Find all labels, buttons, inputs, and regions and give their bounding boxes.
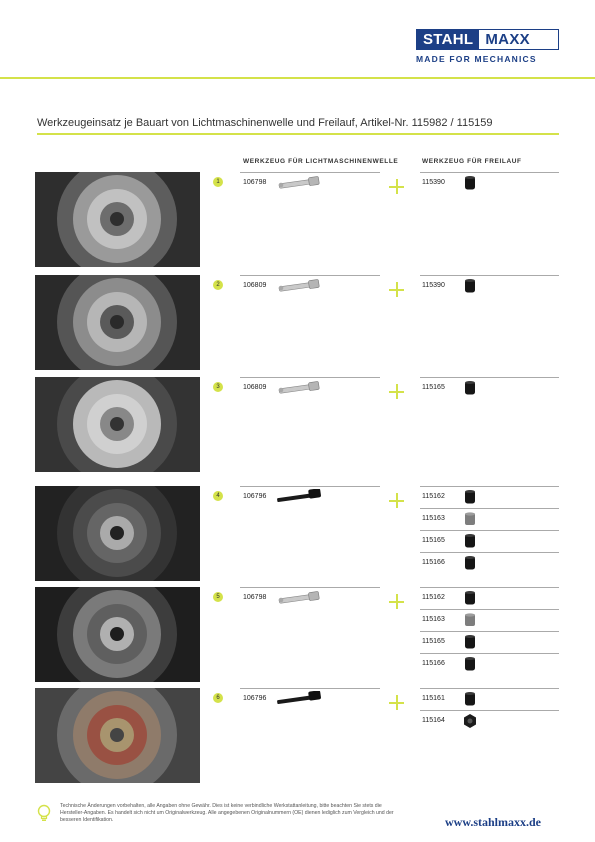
freewheel-tool-number: 115162 [422, 493, 445, 500]
row-number-badge: 2 [213, 280, 223, 290]
logo-box [416, 29, 559, 50]
plus-icon [389, 594, 404, 609]
plus-icon [389, 695, 404, 710]
alternator-photo [35, 172, 200, 267]
logo-word-stahl: STAHL [417, 30, 479, 49]
alternator-photo [35, 377, 200, 472]
freewheel-row-divider [420, 631, 559, 632]
socket-icon [463, 590, 477, 611]
hex-bit-icon [275, 590, 325, 611]
hex-bit-icon [275, 175, 325, 196]
freewheel-tool-number: 115163 [422, 515, 445, 522]
socket-icon [463, 489, 477, 510]
grey-socket-icon [463, 612, 477, 633]
row-number-badge: 5 [213, 592, 223, 602]
grey-socket-icon [463, 511, 477, 532]
socket-icon [463, 634, 477, 655]
socket-icon [463, 278, 477, 299]
shaft-tool-number: 106796 [243, 695, 267, 702]
logo-word-maxx: MAXX [485, 31, 530, 48]
freewheel-row-divider [420, 552, 559, 553]
freewheel-row-divider [420, 653, 559, 654]
alternator-photo [35, 275, 200, 370]
top-accent-line [0, 77, 595, 79]
freewheel-tool-number: 115163 [422, 616, 445, 623]
brand-logo [416, 29, 559, 64]
alternator-photo [35, 587, 200, 682]
socket-icon [463, 380, 477, 401]
freewheel-tool-number: 115166 [422, 559, 445, 566]
freewheel-row-divider [420, 530, 559, 531]
row-divider [240, 688, 380, 689]
header-shaft-tool: WERKZEUG FÜR LICHTMASCHINENWELLE [243, 158, 399, 165]
freewheel-row-divider [420, 710, 559, 711]
row-number-badge: 4 [213, 491, 223, 501]
freewheel-tool-number: 115161 [422, 695, 445, 702]
spline-bit-icon [275, 380, 325, 401]
freewheel-tool-number: 115390 [422, 179, 445, 186]
freewheel-row-divider [420, 172, 559, 173]
shaft-tool-number: 106809 [243, 282, 267, 289]
row-number-badge: 1 [213, 177, 223, 187]
brand-tagline: MADE FOR MECHANICS [416, 54, 537, 64]
spline-bit-icon [275, 278, 325, 299]
freewheel-tool-number: 115165 [422, 537, 445, 544]
black-bit-icon [275, 489, 325, 510]
shaft-tool-number: 106796 [243, 493, 267, 500]
row-divider [240, 377, 380, 378]
freewheel-tool-number: 115164 [422, 717, 445, 724]
page-title: Werkzeugeinsatz je Bauart von Lichtmaschinenwelle und Freilauf, Artikel-Nr. 115982 / 115159 [37, 117, 493, 129]
title-underline [37, 133, 559, 135]
freewheel-tool-number: 115162 [422, 594, 445, 601]
socket-icon [463, 555, 477, 576]
shaft-tool-number: 106798 [243, 179, 267, 186]
row-number-badge: 3 [213, 382, 223, 392]
shaft-tool-number: 106798 [243, 594, 267, 601]
row-number-badge: 6 [213, 693, 223, 703]
alternator-photo [35, 486, 200, 581]
plus-icon [389, 493, 404, 508]
row-divider [240, 275, 380, 276]
row-divider [240, 486, 380, 487]
socket-icon [463, 656, 477, 677]
row-divider [240, 172, 380, 173]
freewheel-row-divider [420, 377, 559, 378]
shaft-tool-number: 106809 [243, 384, 267, 391]
plus-icon [389, 384, 404, 399]
freewheel-tool-number: 115390 [422, 282, 445, 289]
freewheel-row-divider [420, 508, 559, 509]
freewheel-row-divider [420, 609, 559, 610]
header-freewheel-tool: WERKZEUG FÜR FREILAUF [422, 158, 522, 165]
freewheel-row-divider [420, 486, 559, 487]
socket-icon [463, 533, 477, 554]
website-link[interactable]: www.stahlmaxx.de [445, 815, 542, 829]
freewheel-tool-number: 115165 [422, 638, 445, 645]
freewheel-tool-number: 115166 [422, 660, 445, 667]
freewheel-row-divider [420, 275, 559, 276]
socket-icon [463, 175, 477, 196]
row-divider [240, 587, 380, 588]
plus-icon [389, 179, 404, 194]
hex-nut-socket-icon [463, 713, 477, 734]
socket-icon [463, 691, 477, 712]
alternator-photo [35, 688, 200, 783]
plus-icon [389, 282, 404, 297]
lightbulb-icon [37, 804, 51, 829]
freewheel-row-divider [420, 587, 559, 588]
disclaimer-text: Technische Änderungen vorbehalten, alle Angaben ohne Gewähr. Dies ist keine verbindliche Werkstattanleitung, bitte beachten Sie stets die Hersteller-Angaben. Es handelt sich nicht um Originalwerkzeug. Alle angegebenen Originalnummern (OE) dienen lediglich zum Vergleich und der besseren Identifikation. [60, 803, 394, 823]
freewheel-tool-number: 115165 [422, 384, 445, 391]
black-bit-icon [275, 691, 325, 712]
freewheel-row-divider [420, 688, 559, 689]
